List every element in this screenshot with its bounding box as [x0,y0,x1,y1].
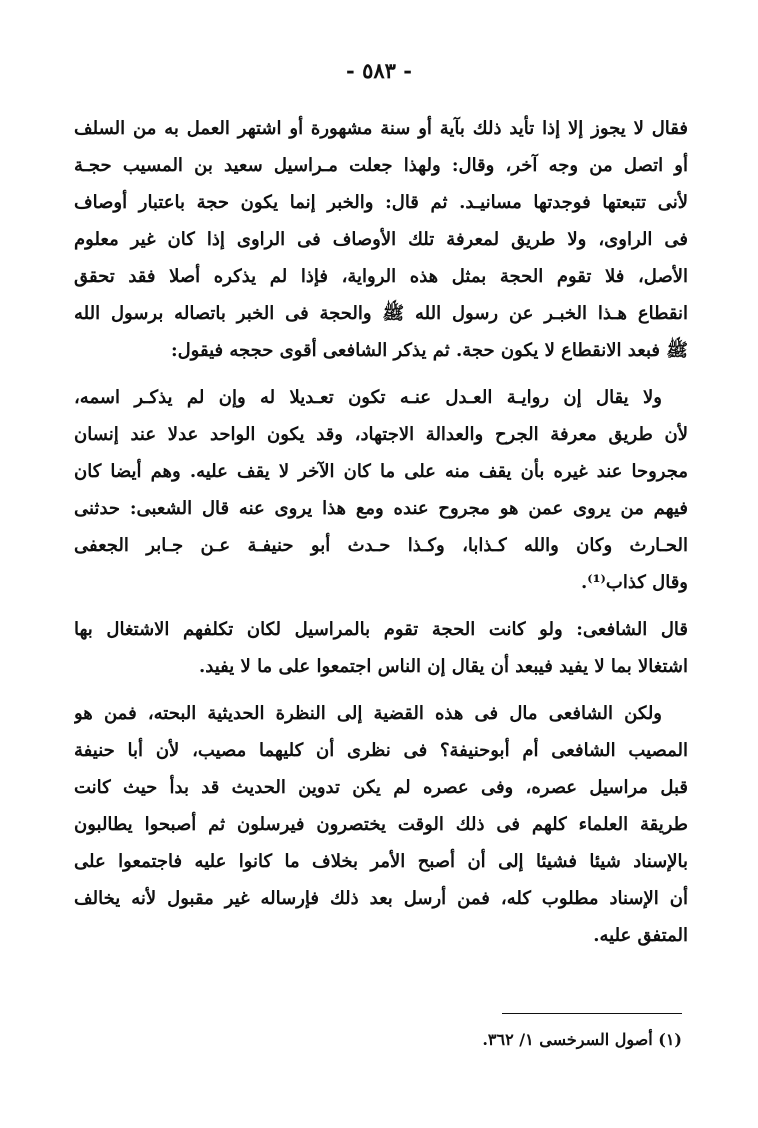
text-line: مجروحا عند غيره بأن يقف منه على ما كان الآخر لا يقف عليه. وهم أيضا كان [74,461,688,482]
text-line: بالإسناد شيئا فشيئا إلى أن أصبح الأمر بخلاف ما كانوا عليه فاجتمعوا على [74,851,688,872]
body-text [74,110,688,964]
text-line: انقطاع هـذا الخبـر عن رسول الله ﷺ والحجة فى الخبر باتصاله برسول الله [74,303,688,324]
text-line: وقال كذاب⁽¹⁾. [581,572,688,593]
text-line: اشتغالا بما لا يفيد فيبعد أن يقال إن الناس اجتمعوا على ما لا يفيد. [199,656,688,677]
footnote-divider [502,1013,682,1014]
text-line: أو اتصل من وجه آخر، وقال: ولهذا جعلت مـراسيل سعيد بن المسيب حجـة [74,155,688,176]
text-line: لأنى تتبعتها فوجدتها مسانيـد. ثم قال: والخبر إنما يكون حجة باعتبار أوصاف [74,192,688,213]
text-line: قبل مراسيل عصره، وفى عصره لم يكن تدوين الحديث قد بدأ حيث كانت [74,777,688,798]
text-line: فيهم من يروى عمن هو مجروح عنده ومع هذا يروى عنه قال الشعبى: حدثنى [74,498,688,519]
paragraph-3 [74,611,688,685]
text-line: المصيب الشافعى أم أبوحنيفة؟ فى نظرى أن كليهما مصيب، لأن أبا حنيفة [74,740,688,761]
paragraph-4 [74,695,688,954]
paragraph-1 [74,110,688,369]
text-line: فى الراوى، ولا طريق لمعرفة تلك الأوصاف فى الراوى إذا كان غير معلوم [74,229,688,250]
text-line: الأصل، فلا تقوم الحجة بمثل هذه الرواية، فإذا لم يذكره أصلا فقد تحقق [74,266,688,287]
text-line: ولا يقال إن روايـة العـدل عنـه تكون تعـديلا له وإن لم يذكـر اسمه، [74,387,662,408]
footnote: (١) أصول السرخسى ١/ ٣٦٢. [482,1030,682,1049]
page-number: - ٥٨٣ - [346,58,412,83]
text-line: ﷺ فبعد الانقطاع لا يكون حجة. ثم يذكر الشافعى أقوى حججه فيقول: [170,340,688,361]
text-line: المتفق عليه. [593,925,688,946]
text-line: الحـارث وكان والله كـذابا، وكـذا حـدث أبو حنيفـة عـن جـابر الجعفى [74,535,688,556]
text-line: لأن طريق معرفة الجرح والعدالة الاجتهاد، وقد يكون الواحد عدلا عند إنسان [74,424,688,445]
text-line: أن الإسناد مطلوب كله، فمن أرسل بعد ذلك فإرساله غير مقبول لأنه يخالف [74,888,688,909]
text-line: قال الشافعى: ولو كانت الحجة تقوم بالمراسيل لكان تكلفهم الاشتغال بها [74,619,688,640]
paragraph-2 [74,379,688,601]
text-line: فقال لا يجوز إلا إذا تأيد ذلك بآية أو سنة مشهورة أو اشتهر العمل به من السلف [74,118,688,139]
text-line: طريقة العلماء كلهم فى ذلك الوقت يختصرون فيرسلون ثم أصبحوا يطالبون [74,814,688,835]
text-line: ولكن الشافعى مال فى هذه القضية إلى النظرة الحديثية البحته، فمن هو [74,703,662,724]
